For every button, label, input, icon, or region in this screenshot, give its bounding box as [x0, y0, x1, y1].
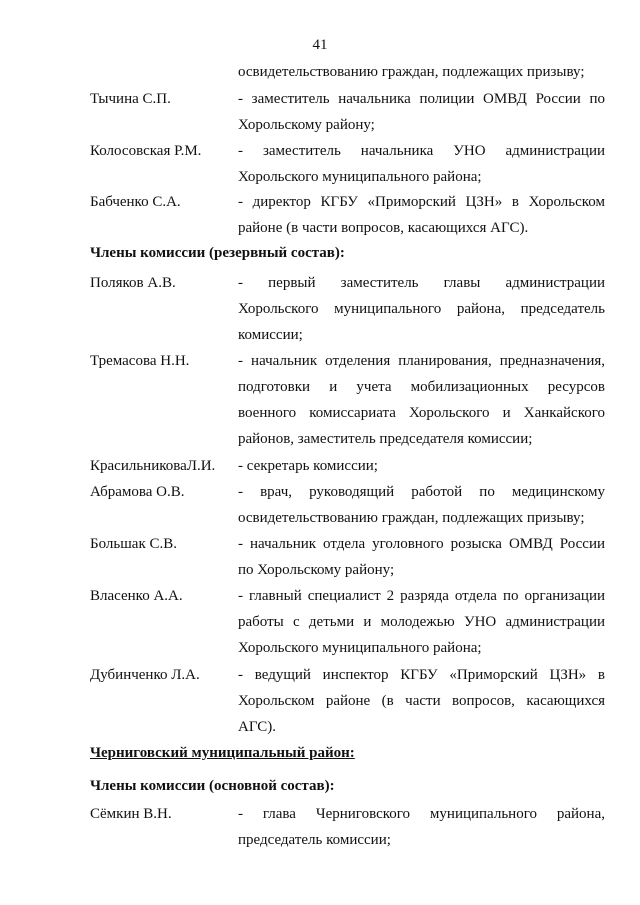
- member-role-line: районе (в части вопросов, касающихся АГС).: [238, 220, 529, 236]
- member-role-line: подготовки и учета мобилизационных ресурсов: [238, 379, 605, 395]
- member-name: Тычина С.П.: [90, 91, 171, 107]
- member-name: Колосовская Р.М.: [90, 143, 202, 159]
- member-role-line: - начальник отдела уголовного розыска ОМВД России: [238, 536, 605, 552]
- member-role-line: районов, заместитель председателя комиссии;: [238, 431, 533, 447]
- member-name: КрасильниковаЛ.И.: [90, 458, 216, 474]
- member-name: Дубинченко Л.А.: [90, 667, 200, 683]
- member-name: Сёмкин В.Н.: [90, 806, 172, 822]
- member-role-line: Хорольском районе (в части вопросов, касающихся: [238, 693, 605, 709]
- member-role-line: Хорольского муниципального района, председатель: [238, 301, 605, 317]
- member-name: Абрамова О.В.: [90, 484, 185, 500]
- member-role-line: - первый заместитель главы администрации: [238, 275, 605, 291]
- member-role-line: Хорольского муниципального района;: [238, 169, 482, 185]
- member-name: Бабченко С.А.: [90, 194, 181, 210]
- member-role-line: Хорольскому району;: [238, 117, 375, 133]
- member-name: Большак С.В.: [90, 536, 177, 552]
- page-number: 41: [312, 37, 328, 53]
- text-line: освидетельствованию граждан, подлежащих призыву;: [238, 64, 585, 80]
- member-role-line: - глава Черниговского муниципального района,: [238, 806, 605, 822]
- member-role-line: комиссии;: [238, 327, 303, 343]
- member-role-line: - заместитель начальника УНО администрации: [238, 143, 605, 159]
- member-role-line: АГС).: [238, 719, 277, 735]
- member-role-line: - ведущий инспектор КГБУ «Приморский ЦЗН» в: [238, 667, 605, 683]
- member-role-line: освидетельствованию граждан, подлежащих призыву;: [238, 510, 585, 526]
- section-heading: Члены комиссии (резервный состав):: [90, 245, 345, 261]
- member-role-line: по Хорольскому району;: [238, 562, 395, 578]
- member-role-line: - врач, руководящий работой по медицинскому: [238, 484, 605, 500]
- member-role-line: - директор КГБУ «Приморский ЦЗН» в Хорольском: [238, 194, 605, 210]
- member-role-line: работы с детьми и молодежью УНО администрации: [238, 614, 605, 630]
- section-heading: Члены комиссии (основной состав):: [90, 778, 335, 794]
- member-role-line: военного комиссариата Хорольского и Ханкайского: [238, 405, 605, 421]
- member-role-line: - заместитель начальника полиции ОМВД России по: [238, 91, 605, 107]
- member-name: Тремасова Н.Н.: [90, 353, 190, 369]
- member-role-line: - секретарь комиссии;: [238, 458, 378, 474]
- member-name: Власенко А.А.: [90, 588, 183, 604]
- district-heading: Черниговский муниципальный район:: [90, 745, 355, 761]
- member-role-line: - начальник отделения планирования, предназначения,: [238, 353, 605, 369]
- member-role-line: председатель комиссии;: [238, 832, 391, 848]
- member-role-line: - главный специалист 2 разряда отдела по организации: [238, 588, 605, 604]
- member-role-line: Хорольского муниципального района;: [238, 640, 482, 656]
- member-name: Поляков А.В.: [90, 275, 176, 291]
